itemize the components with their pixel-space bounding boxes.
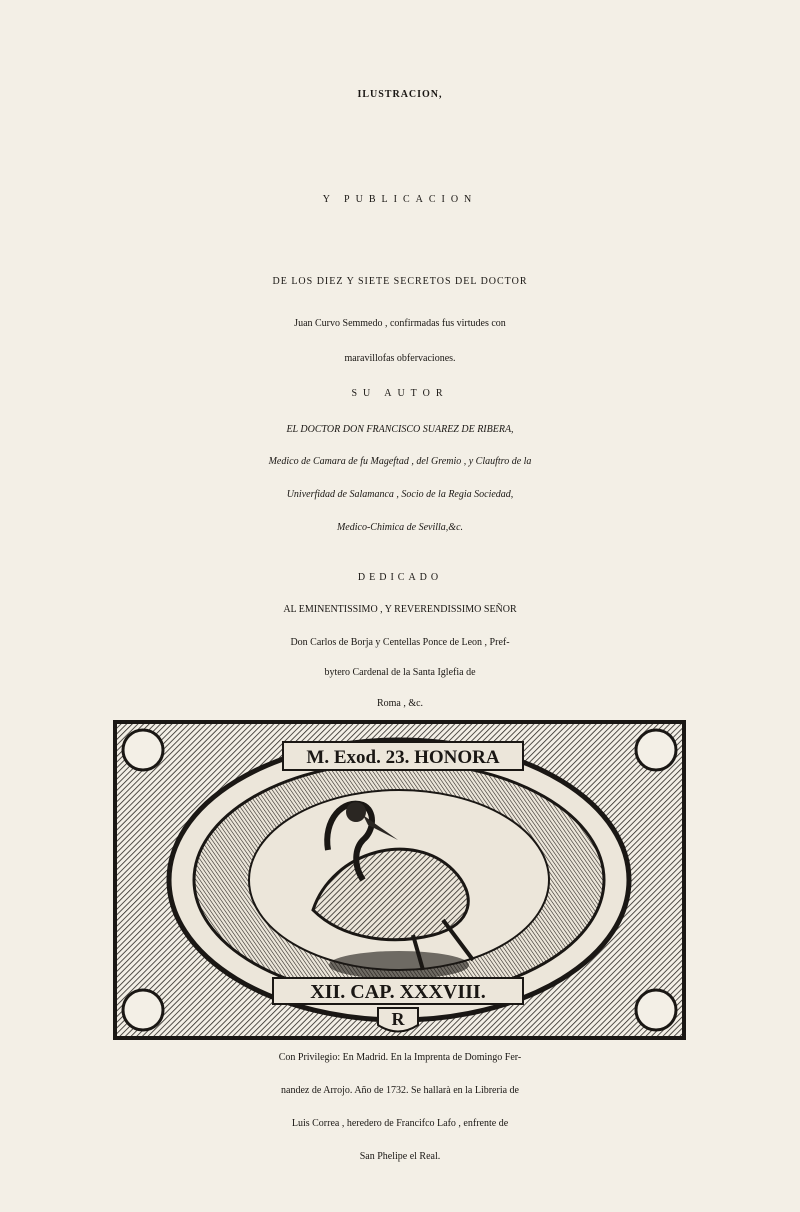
author-title-line3: Medico-Chimica de Sevilla,&c. bbox=[336, 522, 464, 533]
subtitle-line2: Juan Curvo Semmedo , confirmadas fus virtudes con bbox=[294, 318, 506, 329]
dedication-label: DEDICADO bbox=[357, 572, 443, 583]
dedication-line2: Don Carlos de Borja y Centellas Ponce de Leon , Pref- bbox=[290, 637, 510, 648]
subtitle-line1: DE LOS DIEZ Y SIETE SECRETOS DEL DOCTOR bbox=[272, 276, 528, 287]
coat-of-arms-engraving bbox=[113, 720, 686, 1040]
engraving-monogram: R bbox=[391, 1009, 405, 1029]
imprint-line4: San Phelipe el Real. bbox=[359, 1151, 441, 1162]
imprint-line3: Luis Correa , heredero de Francifco Lafo , enfrente de bbox=[291, 1118, 509, 1129]
dedication-line4: Roma , &c. bbox=[376, 698, 424, 709]
engraving-top-text: M. Exod. 23. HONORA bbox=[306, 747, 500, 768]
engraving-bottom-text: XII. CAP. XXXVIII. bbox=[310, 981, 486, 1003]
author-title-line1: Medico de Camara de fu Mageftad , del Gremio , y Clauftro de la bbox=[268, 456, 532, 467]
author-label: SU AUTOR bbox=[351, 388, 449, 399]
author-title-line2: Univerfidad de Salamanca , Socio de la Regia Sociedad, bbox=[286, 489, 514, 500]
imprint-line2: nandez de Arrojo. Año de 1732. Se hallarà en la Libreria de bbox=[281, 1085, 519, 1096]
author-name: EL DOCTOR DON FRANCISCO SUAREZ DE RIBERA, bbox=[286, 424, 514, 435]
subtitle-line3: maravillofas obfervaciones. bbox=[344, 353, 456, 364]
main-title: ILUSTRACION, bbox=[357, 89, 443, 100]
dedication-line3: bytero Cardenal de la Santa Iglefia de bbox=[324, 667, 476, 678]
imprint-line1: Con Privilegio: En Madrid. En la Imprenta de Domingo Fer- bbox=[278, 1052, 522, 1063]
dedication-line1: AL EMINENTISSIMO , Y REVERENDISSIMO SEÑOR bbox=[283, 604, 517, 615]
main-title-line2: Y PUBLICACION bbox=[322, 194, 478, 205]
